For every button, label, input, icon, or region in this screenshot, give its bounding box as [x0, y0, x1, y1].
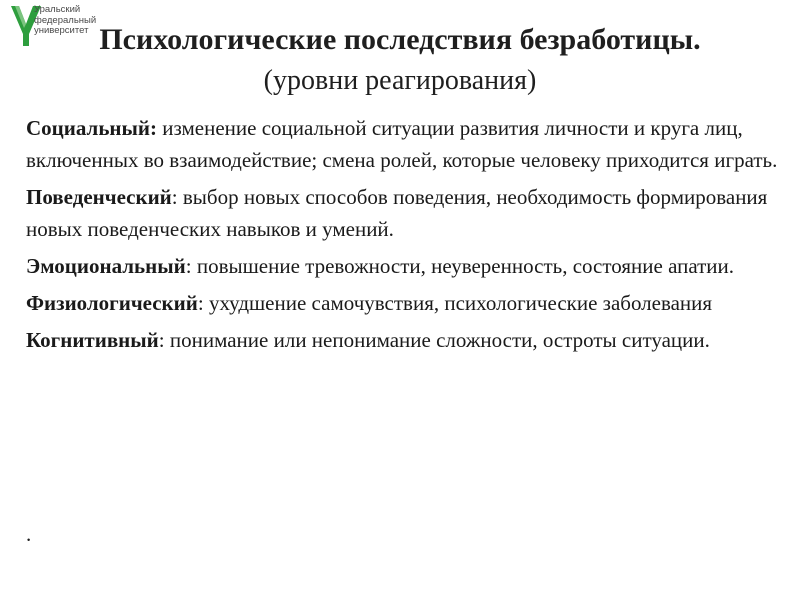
level-term: Физиологический	[26, 291, 198, 315]
level-description: повышение тревожности, неуверенность, состояние апатии.	[191, 254, 735, 278]
level-term-colon: :	[185, 254, 192, 278]
trailing-mark: .	[26, 522, 32, 546]
level-term-colon: :	[158, 328, 165, 352]
slide-subtitle: (уровни реагирования)	[263, 65, 537, 96]
logo-line-1: Уральский	[34, 4, 81, 15]
level-item-emotional	[26, 250, 786, 282]
logo-line-2: федеральный	[34, 14, 97, 26]
level-term: Поведенческий	[26, 185, 172, 209]
level-description: изменение социальной ситуации развития личности и круга лиц, включенных во взаимодействие; смена ролей, которые человеку приходится играть.	[26, 116, 778, 172]
level-item-cognitive	[26, 324, 786, 356]
level-description: ухудшение самочувствия, психологические заболевания	[203, 291, 713, 315]
level-item-behavioral	[26, 181, 786, 245]
level-item-social	[26, 112, 786, 176]
level-item-physiological	[26, 287, 786, 319]
level-term: Когнитивный	[26, 328, 159, 352]
level-term-colon: :	[171, 185, 178, 209]
level-description: понимание или непонимание сложности, остроты ситуации.	[164, 328, 710, 352]
level-term-colon: :	[197, 291, 204, 315]
level-term: Социальный	[26, 116, 151, 140]
slide-title: Психологические последствия безработицы.	[99, 23, 701, 56]
level-term-colon: :	[150, 116, 158, 140]
level-description: выбор новых способов поведения, необходимость формирования новых поведенческих навыков и умений.	[26, 185, 768, 241]
logo-line-3: университет	[34, 25, 89, 36]
level-term: Эмоциональный	[26, 254, 186, 278]
levels-list	[26, 112, 786, 361]
